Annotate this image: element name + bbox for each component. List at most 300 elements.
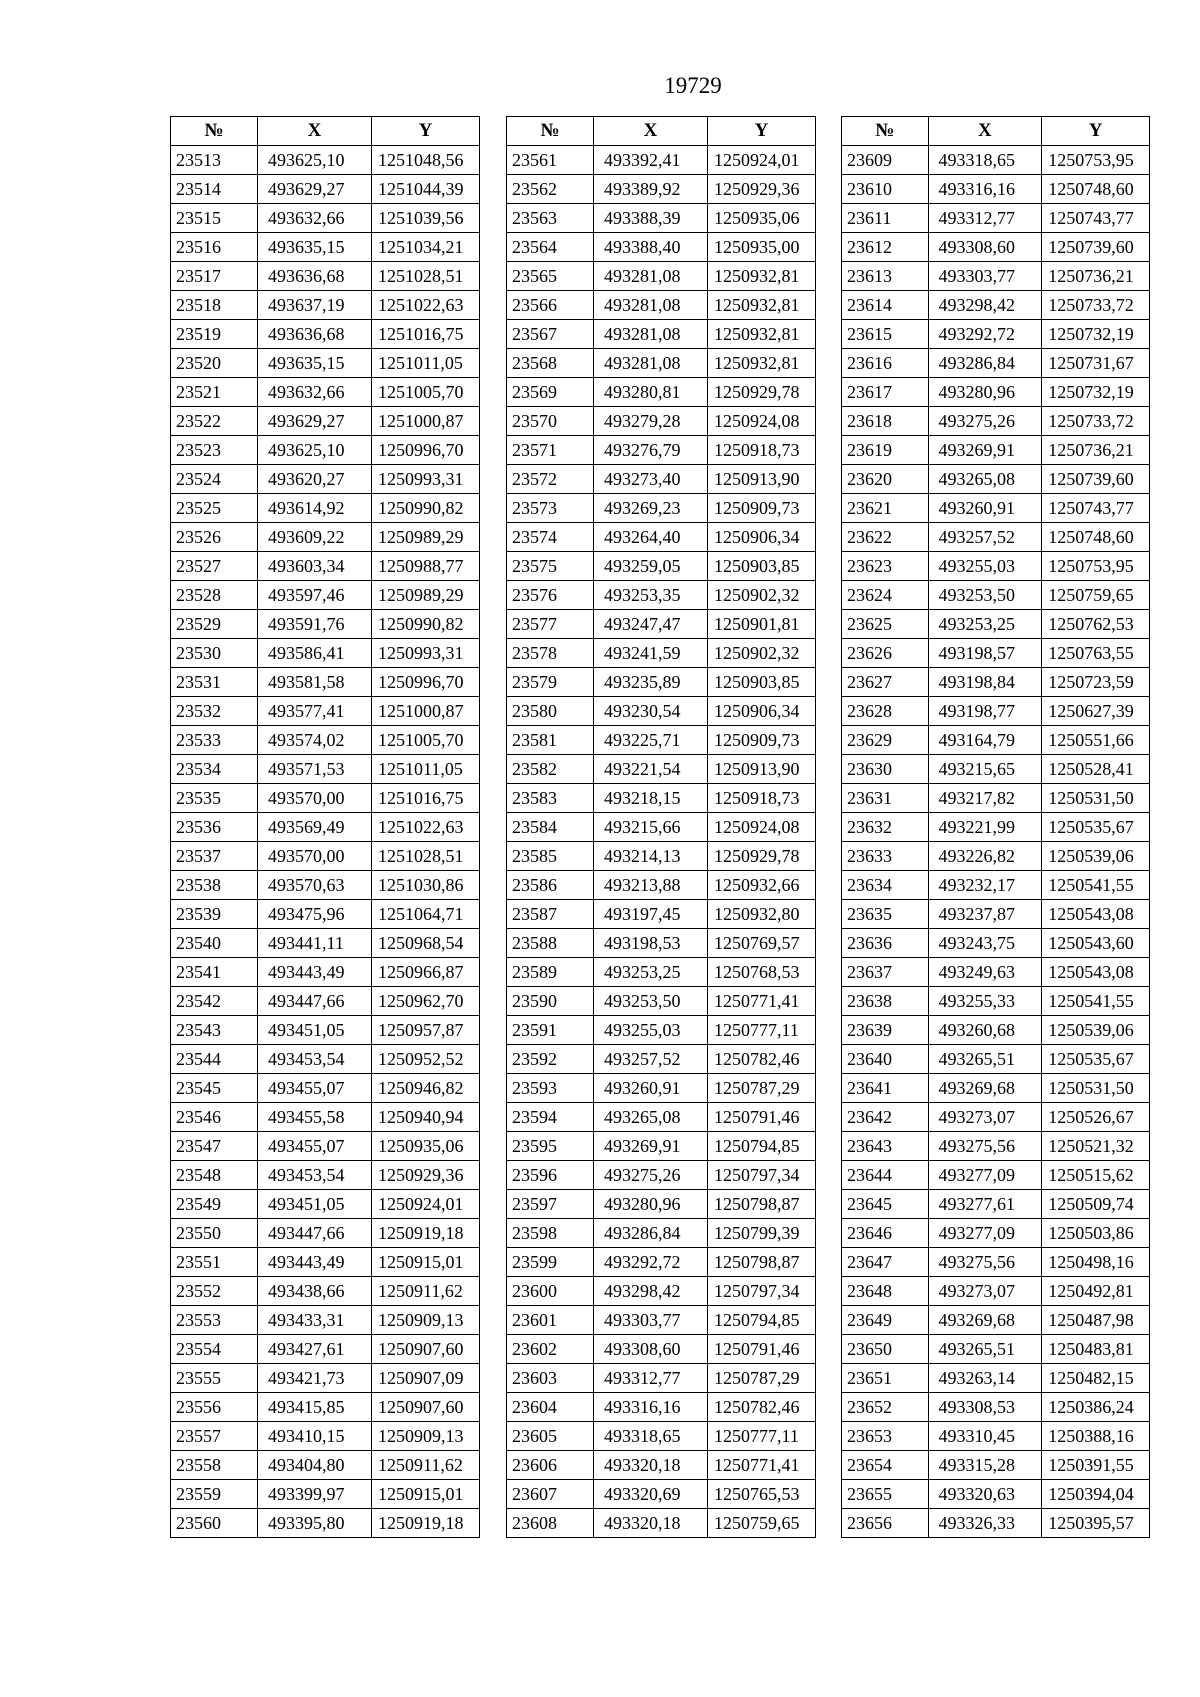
cell-y: 1250903,85 bbox=[708, 668, 816, 697]
cell-y: 1251005,70 bbox=[372, 378, 480, 407]
table-row bbox=[171, 1074, 480, 1103]
cell-y: 1250924,08 bbox=[708, 407, 816, 436]
cell-x: 493433,31 bbox=[258, 1306, 372, 1335]
table-row bbox=[507, 1074, 816, 1103]
cell-number: 23631 bbox=[842, 784, 929, 813]
cell-number: 23529 bbox=[171, 610, 258, 639]
coordinates-table-2 bbox=[506, 116, 816, 1538]
table-row bbox=[171, 1103, 480, 1132]
cell-number: 23586 bbox=[507, 871, 594, 900]
cell-y: 1250782,46 bbox=[708, 1393, 816, 1422]
table-row bbox=[171, 1016, 480, 1045]
cell-number: 23630 bbox=[842, 755, 929, 784]
table-row bbox=[171, 1248, 480, 1277]
table-row bbox=[842, 1509, 1150, 1538]
table-row bbox=[842, 987, 1150, 1016]
cell-y: 1250929,78 bbox=[708, 842, 816, 871]
table-row bbox=[842, 204, 1150, 233]
cell-y: 1251011,05 bbox=[372, 755, 480, 784]
cell-number: 23632 bbox=[842, 813, 929, 842]
cell-x: 493392,41 bbox=[594, 146, 708, 175]
table-row bbox=[507, 726, 816, 755]
table-row bbox=[842, 1364, 1150, 1393]
cell-x: 493255,33 bbox=[928, 987, 1042, 1016]
table-row bbox=[507, 291, 816, 320]
cell-number: 23619 bbox=[842, 436, 929, 465]
cell-x: 493263,14 bbox=[928, 1364, 1042, 1393]
cell-y: 1250743,77 bbox=[1042, 204, 1150, 233]
table-row bbox=[842, 610, 1150, 639]
table-row bbox=[171, 523, 480, 552]
table-row bbox=[507, 494, 816, 523]
cell-number: 23614 bbox=[842, 291, 929, 320]
table-row bbox=[507, 987, 816, 1016]
cell-x: 493570,00 bbox=[258, 784, 372, 813]
cell-x: 493237,87 bbox=[928, 900, 1042, 929]
cell-number: 23613 bbox=[842, 262, 929, 291]
cell-x: 493281,08 bbox=[594, 291, 708, 320]
cell-number: 23587 bbox=[507, 900, 594, 929]
cell-y: 1250748,60 bbox=[1042, 175, 1150, 204]
table-row bbox=[842, 349, 1150, 378]
cell-number: 23642 bbox=[842, 1103, 929, 1132]
table-row bbox=[171, 929, 480, 958]
cell-number: 23564 bbox=[507, 233, 594, 262]
coordinates-table-1 bbox=[170, 116, 480, 1538]
table-row bbox=[507, 349, 816, 378]
cell-y: 1250935,06 bbox=[372, 1132, 480, 1161]
table-row bbox=[842, 581, 1150, 610]
cell-x: 493455,07 bbox=[258, 1132, 372, 1161]
cell-number: 23558 bbox=[171, 1451, 258, 1480]
cell-x: 493221,99 bbox=[928, 813, 1042, 842]
table-row bbox=[842, 1103, 1150, 1132]
table-row bbox=[507, 668, 816, 697]
cell-x: 493253,35 bbox=[594, 581, 708, 610]
cell-number: 23627 bbox=[842, 668, 929, 697]
cell-x: 493316,16 bbox=[928, 175, 1042, 204]
table-row bbox=[842, 1190, 1150, 1219]
cell-x: 493597,46 bbox=[258, 581, 372, 610]
table-row bbox=[842, 1248, 1150, 1277]
cell-y: 1250791,46 bbox=[708, 1335, 816, 1364]
table-row bbox=[171, 784, 480, 813]
cell-number: 23626 bbox=[842, 639, 929, 668]
cell-x: 493197,45 bbox=[594, 900, 708, 929]
cell-number: 23623 bbox=[842, 552, 929, 581]
table-row bbox=[507, 1393, 816, 1422]
table-row bbox=[171, 639, 480, 668]
cell-x: 493243,75 bbox=[928, 929, 1042, 958]
cell-x: 493308,60 bbox=[594, 1335, 708, 1364]
cell-y: 1250798,87 bbox=[708, 1248, 816, 1277]
table-row bbox=[171, 1364, 480, 1393]
table-row bbox=[842, 1161, 1150, 1190]
cell-x: 493264,40 bbox=[594, 523, 708, 552]
cell-y: 1250902,32 bbox=[708, 639, 816, 668]
table-row bbox=[507, 175, 816, 204]
cell-number: 23534 bbox=[171, 755, 258, 784]
cell-x: 493310,45 bbox=[928, 1422, 1042, 1451]
cell-y: 1250996,70 bbox=[372, 668, 480, 697]
cell-x: 493215,66 bbox=[594, 813, 708, 842]
cell-number: 23617 bbox=[842, 378, 929, 407]
cell-y: 1250763,55 bbox=[1042, 639, 1150, 668]
column-header-number: № bbox=[842, 117, 929, 146]
cell-y: 1250990,82 bbox=[372, 610, 480, 639]
table-row bbox=[171, 755, 480, 784]
cell-x: 493447,66 bbox=[258, 1219, 372, 1248]
cell-x: 493451,05 bbox=[258, 1016, 372, 1045]
cell-y: 1250768,53 bbox=[708, 958, 816, 987]
table-row bbox=[171, 610, 480, 639]
cell-number: 23638 bbox=[842, 987, 929, 1016]
table-row bbox=[171, 349, 480, 378]
cell-number: 23578 bbox=[507, 639, 594, 668]
cell-x: 493275,56 bbox=[928, 1248, 1042, 1277]
cell-number: 23602 bbox=[507, 1335, 594, 1364]
cell-y: 1250732,19 bbox=[1042, 320, 1150, 349]
cell-x: 493253,50 bbox=[928, 581, 1042, 610]
cell-x: 493632,66 bbox=[258, 378, 372, 407]
cell-y: 1250797,34 bbox=[708, 1277, 816, 1306]
cell-y: 1250932,81 bbox=[708, 349, 816, 378]
cell-y: 1250762,53 bbox=[1042, 610, 1150, 639]
cell-y: 1250771,41 bbox=[708, 1451, 816, 1480]
cell-number: 23641 bbox=[842, 1074, 929, 1103]
cell-number: 23562 bbox=[507, 175, 594, 204]
cell-number: 23597 bbox=[507, 1190, 594, 1219]
cell-y: 1250915,01 bbox=[372, 1480, 480, 1509]
table-row bbox=[171, 1045, 480, 1074]
cell-y: 1250993,31 bbox=[372, 639, 480, 668]
cell-number: 23554 bbox=[171, 1335, 258, 1364]
cell-x: 493636,68 bbox=[258, 262, 372, 291]
table-row bbox=[507, 1364, 816, 1393]
cell-number: 23581 bbox=[507, 726, 594, 755]
cell-x: 493316,16 bbox=[594, 1393, 708, 1422]
cell-number: 23563 bbox=[507, 204, 594, 233]
cell-x: 493320,18 bbox=[594, 1451, 708, 1480]
cell-x: 493218,15 bbox=[594, 784, 708, 813]
cell-x: 493265,51 bbox=[928, 1045, 1042, 1074]
table-row bbox=[842, 1480, 1150, 1509]
table-row bbox=[171, 900, 480, 929]
cell-y: 1250503,86 bbox=[1042, 1219, 1150, 1248]
cell-y: 1250492,81 bbox=[1042, 1277, 1150, 1306]
table-row bbox=[507, 755, 816, 784]
cell-x: 493609,22 bbox=[258, 523, 372, 552]
table-row bbox=[507, 1277, 816, 1306]
table-row bbox=[507, 1335, 816, 1364]
cell-number: 23513 bbox=[171, 146, 258, 175]
table-row bbox=[507, 1422, 816, 1451]
cell-number: 23536 bbox=[171, 813, 258, 842]
table-row bbox=[842, 871, 1150, 900]
cell-y: 1250794,85 bbox=[708, 1132, 816, 1161]
cell-number: 23604 bbox=[507, 1393, 594, 1422]
cell-number: 23567 bbox=[507, 320, 594, 349]
cell-y: 1250723,59 bbox=[1042, 668, 1150, 697]
cell-x: 493213,88 bbox=[594, 871, 708, 900]
cell-x: 493198,77 bbox=[928, 697, 1042, 726]
table-row bbox=[171, 1277, 480, 1306]
cell-y: 1250957,87 bbox=[372, 1016, 480, 1045]
cell-x: 493257,52 bbox=[928, 523, 1042, 552]
cell-number: 23650 bbox=[842, 1335, 929, 1364]
cell-y: 1250526,67 bbox=[1042, 1103, 1150, 1132]
cell-x: 493269,91 bbox=[594, 1132, 708, 1161]
table-row bbox=[171, 581, 480, 610]
cell-y: 1251022,63 bbox=[372, 291, 480, 320]
cell-x: 493455,58 bbox=[258, 1103, 372, 1132]
cell-number: 23628 bbox=[842, 697, 929, 726]
cell-number: 23527 bbox=[171, 552, 258, 581]
cell-x: 493226,82 bbox=[928, 842, 1042, 871]
table-row bbox=[842, 784, 1150, 813]
cell-x: 493281,08 bbox=[594, 262, 708, 291]
cell-number: 23639 bbox=[842, 1016, 929, 1045]
cell-x: 493453,54 bbox=[258, 1045, 372, 1074]
cell-number: 23538 bbox=[171, 871, 258, 900]
cell-x: 493636,68 bbox=[258, 320, 372, 349]
cell-number: 23541 bbox=[171, 958, 258, 987]
table-row bbox=[171, 1306, 480, 1335]
cell-y: 1250918,73 bbox=[708, 784, 816, 813]
cell-number: 23573 bbox=[507, 494, 594, 523]
table-row bbox=[507, 233, 816, 262]
cell-y: 1251028,51 bbox=[372, 262, 480, 291]
cell-x: 493410,15 bbox=[258, 1422, 372, 1451]
table-row bbox=[507, 146, 816, 175]
table-row bbox=[842, 378, 1150, 407]
cell-y: 1250929,78 bbox=[708, 378, 816, 407]
cell-number: 23568 bbox=[507, 349, 594, 378]
cell-number: 23566 bbox=[507, 291, 594, 320]
cell-x: 493265,08 bbox=[928, 465, 1042, 494]
table-row bbox=[171, 813, 480, 842]
cell-y: 1250907,09 bbox=[372, 1364, 480, 1393]
cell-number: 23520 bbox=[171, 349, 258, 378]
cell-y: 1250962,70 bbox=[372, 987, 480, 1016]
cell-number: 23542 bbox=[171, 987, 258, 1016]
cell-number: 23608 bbox=[507, 1509, 594, 1538]
cell-number: 23645 bbox=[842, 1190, 929, 1219]
cell-y: 1250394,04 bbox=[1042, 1480, 1150, 1509]
cell-y: 1250539,06 bbox=[1042, 842, 1150, 871]
cell-y: 1250906,34 bbox=[708, 523, 816, 552]
table-row bbox=[842, 175, 1150, 204]
cell-number: 23535 bbox=[171, 784, 258, 813]
cell-number: 23589 bbox=[507, 958, 594, 987]
table-row bbox=[507, 1045, 816, 1074]
cell-number: 23595 bbox=[507, 1132, 594, 1161]
cell-y: 1250515,62 bbox=[1042, 1161, 1150, 1190]
cell-x: 493388,40 bbox=[594, 233, 708, 262]
cell-y: 1250782,46 bbox=[708, 1045, 816, 1074]
cell-number: 23633 bbox=[842, 842, 929, 871]
cell-y: 1250918,73 bbox=[708, 436, 816, 465]
cell-number: 23610 bbox=[842, 175, 929, 204]
cell-x: 493292,72 bbox=[594, 1248, 708, 1277]
cell-y: 1250769,57 bbox=[708, 929, 816, 958]
cell-number: 23559 bbox=[171, 1480, 258, 1509]
cell-x: 493265,08 bbox=[594, 1103, 708, 1132]
cell-x: 493308,60 bbox=[928, 233, 1042, 262]
cell-y: 1250935,06 bbox=[708, 204, 816, 233]
cell-number: 23605 bbox=[507, 1422, 594, 1451]
table-row bbox=[171, 1132, 480, 1161]
cell-y: 1250487,98 bbox=[1042, 1306, 1150, 1335]
cell-y: 1250794,85 bbox=[708, 1306, 816, 1335]
cell-y: 1250731,67 bbox=[1042, 349, 1150, 378]
cell-y: 1250907,60 bbox=[372, 1335, 480, 1364]
cell-number: 23583 bbox=[507, 784, 594, 813]
cell-x: 493286,84 bbox=[594, 1219, 708, 1248]
cell-x: 493635,15 bbox=[258, 233, 372, 262]
cell-number: 23580 bbox=[507, 697, 594, 726]
table-row bbox=[507, 436, 816, 465]
cell-number: 23569 bbox=[507, 378, 594, 407]
cell-number: 23609 bbox=[842, 146, 929, 175]
table-row bbox=[171, 494, 480, 523]
cell-x: 493217,82 bbox=[928, 784, 1042, 813]
cell-number: 23537 bbox=[171, 842, 258, 871]
cell-y: 1250946,82 bbox=[372, 1074, 480, 1103]
cell-number: 23618 bbox=[842, 407, 929, 436]
cell-number: 23596 bbox=[507, 1161, 594, 1190]
cell-y: 1250391,55 bbox=[1042, 1451, 1150, 1480]
cell-y: 1250543,08 bbox=[1042, 900, 1150, 929]
table-row bbox=[171, 146, 480, 175]
cell-number: 23656 bbox=[842, 1509, 929, 1538]
cell-x: 493221,54 bbox=[594, 755, 708, 784]
cell-x: 493253,25 bbox=[594, 958, 708, 987]
cell-x: 493235,89 bbox=[594, 668, 708, 697]
cell-number: 23606 bbox=[507, 1451, 594, 1480]
table-row bbox=[507, 813, 816, 842]
cell-x: 493273,07 bbox=[928, 1103, 1042, 1132]
cell-y: 1250535,67 bbox=[1042, 813, 1150, 842]
cell-number: 23530 bbox=[171, 639, 258, 668]
cell-x: 493571,53 bbox=[258, 755, 372, 784]
cell-y: 1250539,06 bbox=[1042, 1016, 1150, 1045]
cell-y: 1250924,01 bbox=[708, 146, 816, 175]
cell-y: 1250966,87 bbox=[372, 958, 480, 987]
cell-x: 493198,53 bbox=[594, 929, 708, 958]
cell-x: 493253,25 bbox=[928, 610, 1042, 639]
cell-y: 1251044,39 bbox=[372, 175, 480, 204]
cell-x: 493320,63 bbox=[928, 1480, 1042, 1509]
cell-number: 23571 bbox=[507, 436, 594, 465]
table-row bbox=[507, 958, 816, 987]
cell-y: 1250909,13 bbox=[372, 1306, 480, 1335]
cell-x: 493586,41 bbox=[258, 639, 372, 668]
cell-x: 493415,85 bbox=[258, 1393, 372, 1422]
table-row bbox=[507, 1161, 816, 1190]
cell-number: 23521 bbox=[171, 378, 258, 407]
cell-number: 23600 bbox=[507, 1277, 594, 1306]
table-body bbox=[171, 146, 480, 1538]
table-row bbox=[842, 697, 1150, 726]
cell-x: 493438,66 bbox=[258, 1277, 372, 1306]
table-row bbox=[507, 1480, 816, 1509]
cell-x: 493298,42 bbox=[594, 1277, 708, 1306]
cell-x: 493303,77 bbox=[928, 262, 1042, 291]
table-row bbox=[507, 378, 816, 407]
cell-y: 1250932,66 bbox=[708, 871, 816, 900]
cell-y: 1250753,95 bbox=[1042, 552, 1150, 581]
cell-number: 23655 bbox=[842, 1480, 929, 1509]
table-row bbox=[507, 581, 816, 610]
cell-y: 1250739,60 bbox=[1042, 465, 1150, 494]
cell-y: 1251048,56 bbox=[372, 146, 480, 175]
cell-number: 23560 bbox=[171, 1509, 258, 1538]
cell-x: 493215,65 bbox=[928, 755, 1042, 784]
table-row bbox=[842, 1219, 1150, 1248]
cell-x: 493320,18 bbox=[594, 1509, 708, 1538]
cell-x: 493230,54 bbox=[594, 697, 708, 726]
table-row bbox=[171, 958, 480, 987]
table-row bbox=[507, 871, 816, 900]
cell-number: 23585 bbox=[507, 842, 594, 871]
table-row bbox=[171, 1422, 480, 1451]
cell-x: 493320,69 bbox=[594, 1480, 708, 1509]
table-row bbox=[842, 436, 1150, 465]
table-row bbox=[171, 407, 480, 436]
cell-number: 23635 bbox=[842, 900, 929, 929]
table-header-row bbox=[171, 117, 480, 146]
cell-y: 1250989,29 bbox=[372, 581, 480, 610]
table-row bbox=[842, 1045, 1150, 1074]
cell-x: 493265,51 bbox=[928, 1335, 1042, 1364]
cell-number: 23550 bbox=[171, 1219, 258, 1248]
table-row bbox=[171, 552, 480, 581]
cell-y: 1250919,18 bbox=[372, 1509, 480, 1538]
cell-number: 23561 bbox=[507, 146, 594, 175]
cell-number: 23622 bbox=[842, 523, 929, 552]
cell-y: 1250911,62 bbox=[372, 1451, 480, 1480]
cell-x: 493279,28 bbox=[594, 407, 708, 436]
cell-number: 23540 bbox=[171, 929, 258, 958]
table-row bbox=[842, 1074, 1150, 1103]
cell-y: 1250739,60 bbox=[1042, 233, 1150, 262]
cell-x: 493273,40 bbox=[594, 465, 708, 494]
cell-y: 1250915,01 bbox=[372, 1248, 480, 1277]
table-row bbox=[507, 929, 816, 958]
table-body bbox=[507, 146, 816, 1538]
cell-x: 493577,41 bbox=[258, 697, 372, 726]
cell-x: 493312,77 bbox=[928, 204, 1042, 233]
cell-y: 1250913,90 bbox=[708, 755, 816, 784]
cell-number: 23603 bbox=[507, 1364, 594, 1393]
cell-number: 23518 bbox=[171, 291, 258, 320]
cell-y: 1250765,53 bbox=[708, 1480, 816, 1509]
cell-number: 23599 bbox=[507, 1248, 594, 1277]
cell-number: 23532 bbox=[171, 697, 258, 726]
table-row bbox=[842, 842, 1150, 871]
cell-number: 23524 bbox=[171, 465, 258, 494]
table-row bbox=[171, 1451, 480, 1480]
cell-y: 1251011,05 bbox=[372, 349, 480, 378]
cell-number: 23653 bbox=[842, 1422, 929, 1451]
cell-number: 23514 bbox=[171, 175, 258, 204]
table-row bbox=[507, 407, 816, 436]
table-row bbox=[171, 1509, 480, 1538]
coordinates-table-3 bbox=[841, 116, 1150, 1538]
cell-y: 1250541,55 bbox=[1042, 987, 1150, 1016]
cell-x: 493427,61 bbox=[258, 1335, 372, 1364]
